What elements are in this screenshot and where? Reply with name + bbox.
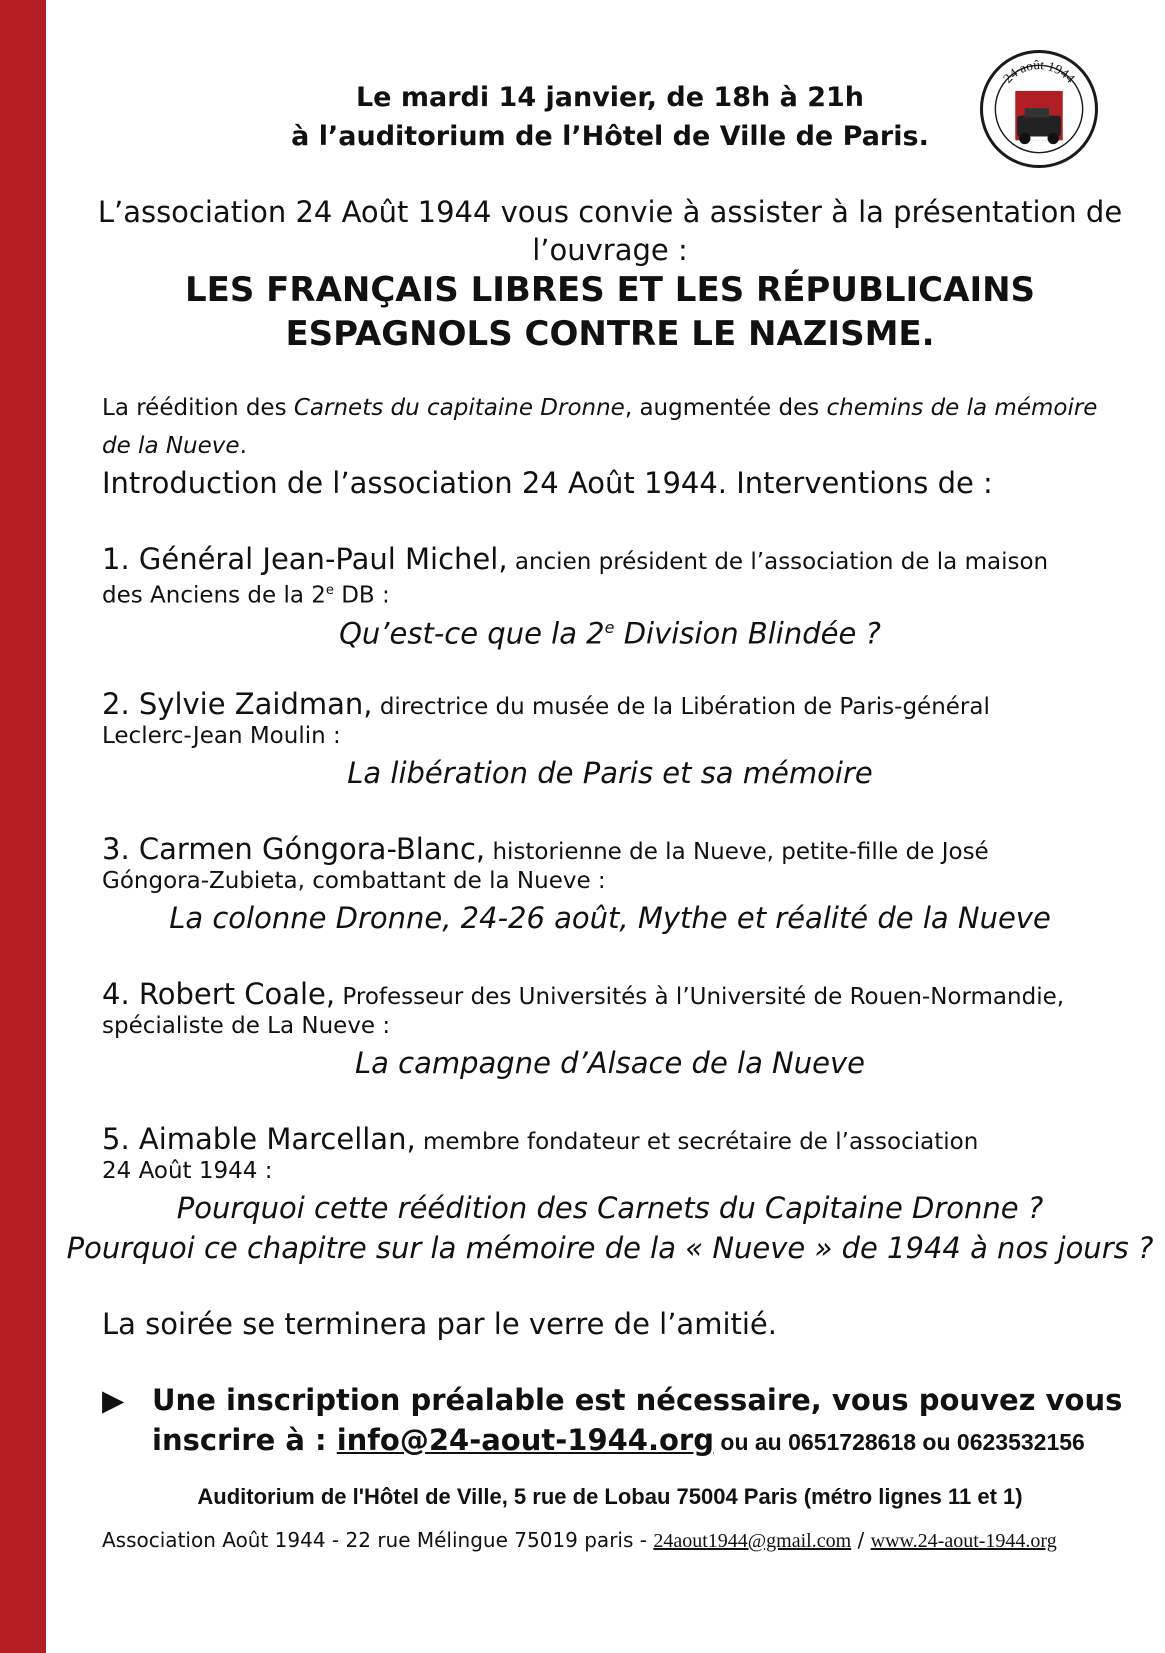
book-title-line-2: ESPAGNOLS CONTRE LE NAZISME. (285, 314, 935, 354)
intro-line-1: L’association 24 Août 1944 vous convie à assister à la présentation de (97, 195, 1123, 229)
registration-line-1: Une inscription préalable est nécessaire, vous pouvez vous (152, 1383, 1123, 1417)
speaker-4-talk: La campagne d’Alsace de la Nueve (355, 1046, 865, 1080)
speaker-4-role-line-2: spécialiste de La Nueve : (102, 1013, 391, 1039)
reedition-prefix: La réédition des (102, 395, 294, 421)
speaker-1-talk (60, 608, 1160, 654)
reedition-carnets: Carnets du capitaine Dronne (293, 395, 625, 421)
speaker-1-talk-sup: e (604, 618, 615, 637)
intro-line-2: l’ouvrage : (532, 233, 688, 267)
registration-line-2 (152, 1420, 1162, 1462)
closing-line: La soirée se terminera par le verre de l’amitié. (102, 1307, 777, 1341)
footer-email-link[interactable]: 24aout1944@gmail.com (653, 1530, 852, 1552)
reedition-line-1 (102, 389, 1142, 428)
reedition-end: . (239, 433, 247, 459)
footer (102, 1525, 1162, 1556)
red-side-bar (0, 0, 46, 1653)
event-date: Le mardi 14 janvier, de 18h à 21h (355, 82, 865, 113)
reedition-middle: , augmentée des (624, 395, 827, 421)
reedition-chemins: chemins de la mémoire (826, 395, 1098, 421)
speaker-1-role-2: des Anciens de la 2 (102, 582, 326, 609)
footer-website-link[interactable]: www.24-aout-1944.org (870, 1530, 1057, 1552)
speaker-1-role-end: DB : (333, 582, 390, 609)
speaker-2-role: directrice du musée de la Libération de Paris-général (372, 694, 990, 720)
event-venue: à l’auditorium de l’Hôtel de Ville de Paris. (291, 121, 929, 152)
reedition-nueve: de la Nueve (102, 433, 240, 459)
speaker-3-name: 3. Carmen Góngora-Blanc, (102, 832, 486, 866)
registration-phones: ou au 0651728618 ou 0623532156 (714, 1429, 1085, 1455)
speaker-5-talk: Pourquoi cette réédition des Carnets du Capitaine Dronne ? (176, 1191, 1044, 1225)
introduction-line: Introduction de l’association 24 Août 1944. Interventions de : (102, 466, 993, 500)
speaker-5-name: 5. Aimable Marcellan, (102, 1122, 416, 1156)
arrow-right-icon: ▶ (102, 1383, 125, 1417)
footer-address: Association Août 1944 - 22 rue Mélingue 75019 paris - (102, 1528, 654, 1552)
speaker-5-role: membre fondateur et secrétaire de l’association (415, 1129, 979, 1155)
speaker-2-role-line-2: Leclerc-Jean Moulin : (102, 723, 341, 749)
speaker-3-talk: La colonne Dronne, 24-26 août, Mythe et réalité de la Nueve (169, 901, 1051, 935)
speaker-1-role-line-2 (102, 575, 1142, 612)
registration-email-link[interactable]: info@24-aout-1944.org (336, 1423, 714, 1457)
speaker-4-role: Professeur des Universités à l’Université de Rouen-Normandie, (335, 984, 1065, 1010)
speaker-1-talk-start: Qu’est-ce que la 2 (339, 616, 605, 651)
speaker-5-role-line-2: 24 Août 1944 : (102, 1158, 273, 1184)
footer-separator: / (851, 1528, 871, 1552)
speaker-3-role: historienne de la Nueve, petite-fille de José (485, 839, 989, 865)
speaker-1-role-sup: e (325, 583, 334, 598)
book-title-line-1: LES FRANÇAIS LIBRES ET LES RÉPUBLICAINS (184, 270, 1036, 310)
speaker-2-talk: La libération de Paris et sa mémoire (347, 756, 873, 790)
speaker-2-name: 2. Sylvie Zaidman, (102, 687, 373, 721)
speaker-1-role: ancien président de l’association de la maison (507, 549, 1049, 575)
venue-address: Auditorium de l'Hôtel de Ville, 5 rue de Lobau 75004 Paris (métro lignes 11 et 1) (197, 1484, 1023, 1509)
reedition-line-2 (102, 427, 1142, 466)
registration-prefix: inscrire à : (152, 1423, 337, 1457)
logo-text: 24 août 1944 (999, 57, 1079, 86)
speaker-1-talk-end: Division Blindée ? (614, 616, 881, 651)
speaker-1-name: 1. Général Jean-Paul Michel, (102, 542, 508, 576)
speaker-3-role-line-2: Góngora-Zubieta, combattant de la Nueve : (102, 868, 606, 894)
speaker-5-talk-2: Pourquoi ce chapitre sur la mémoire de la « Nueve » de 1944 à nos jours ? (66, 1231, 1154, 1265)
speaker-4-name: 4. Robert Coale, (102, 977, 336, 1011)
